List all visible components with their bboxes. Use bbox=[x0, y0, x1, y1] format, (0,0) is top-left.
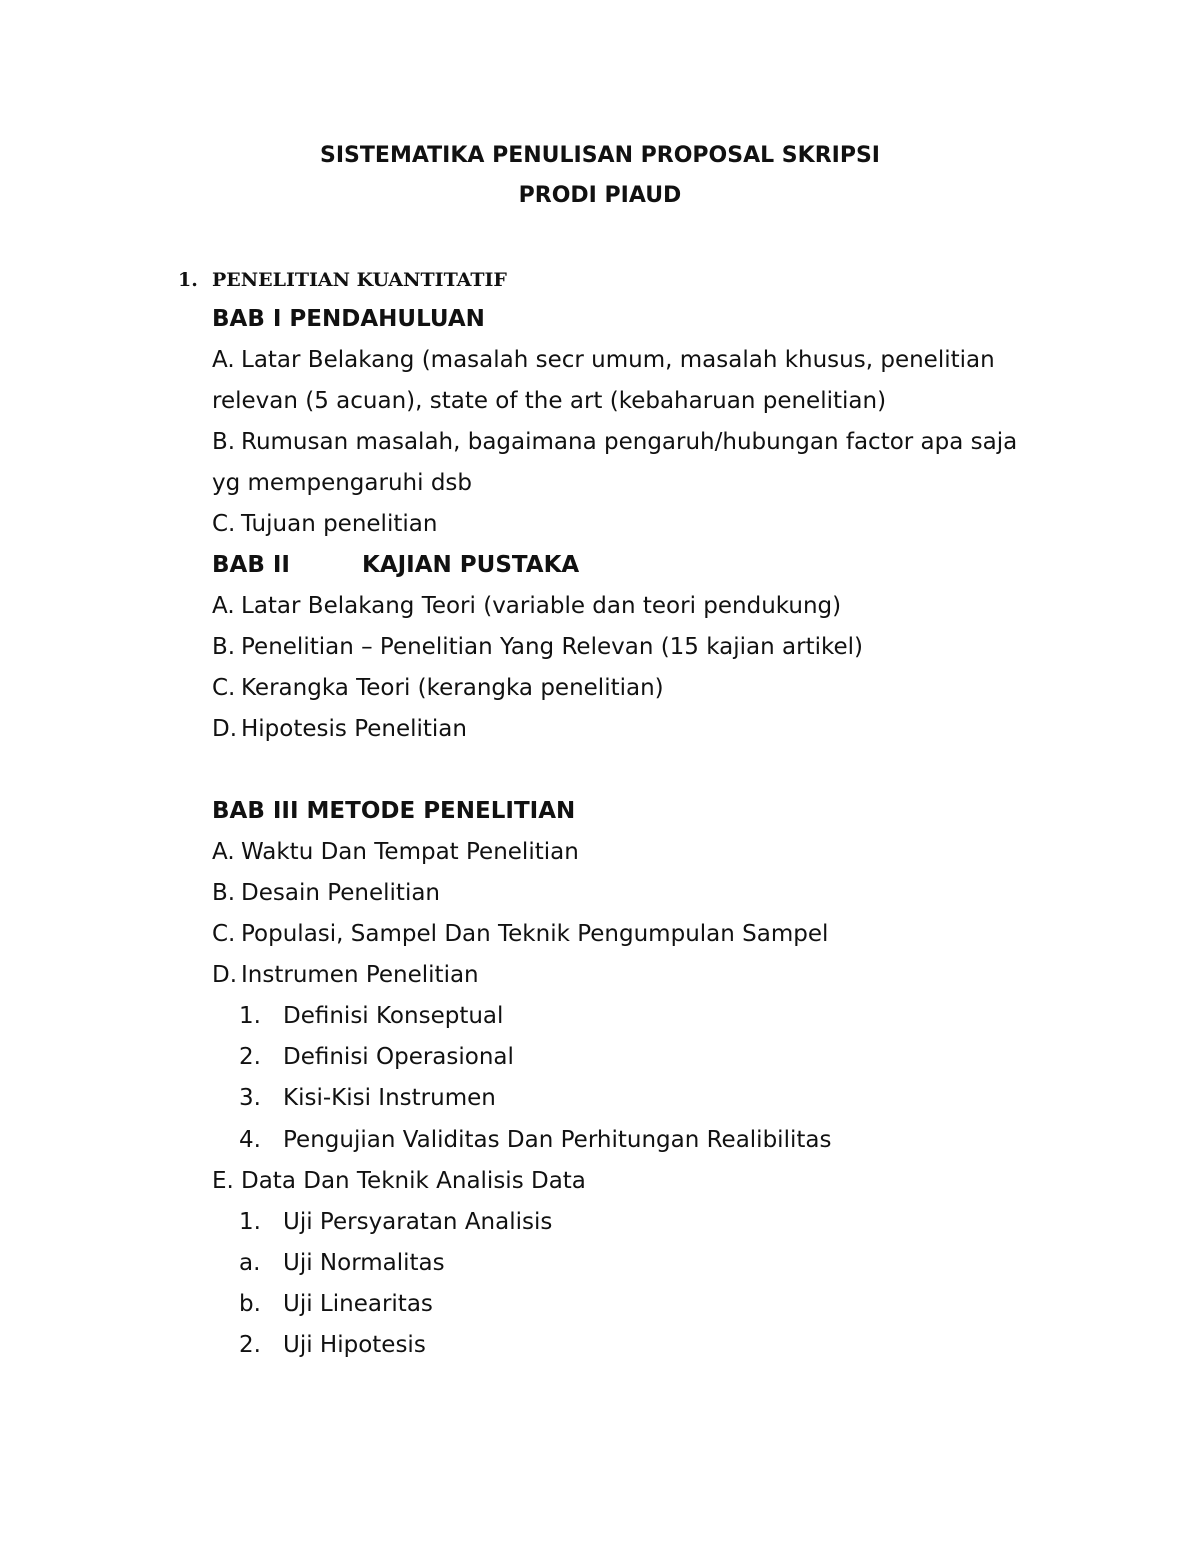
list-label: C. bbox=[212, 511, 236, 537]
section-label: PENELITIAN KUANTITATIF bbox=[212, 269, 507, 291]
list-label: C. bbox=[212, 675, 236, 701]
page-subtitle: PRODI PIAUD bbox=[518, 183, 682, 208]
list-item bbox=[212, 960, 479, 990]
list-item bbox=[212, 509, 437, 539]
sub-list-text: Uji Normalitas bbox=[283, 1250, 445, 1276]
list-text-continuation: relevan (5 acuan), state of the art (kebaharuan penelitian) bbox=[212, 388, 887, 414]
bab3-heading: BAB III METODE PENELITIAN bbox=[212, 798, 576, 824]
list-label: D. bbox=[212, 716, 238, 742]
list-item bbox=[212, 591, 841, 621]
sub-list-label: 1. bbox=[239, 1209, 261, 1235]
list-text: Desain Penelitian bbox=[241, 880, 441, 906]
list-item bbox=[212, 673, 664, 703]
section-number: 1. bbox=[178, 269, 198, 291]
sub-list-label: a. bbox=[239, 1250, 261, 1276]
list-label: C. bbox=[212, 921, 236, 947]
sub-list-item bbox=[239, 1125, 831, 1155]
list-text: Latar Belakang (masalah secr umum, masalah khusus, penelitian bbox=[241, 347, 995, 373]
list-item bbox=[212, 427, 1017, 457]
sub-list-item bbox=[239, 1207, 552, 1237]
list-label: A. bbox=[212, 347, 235, 373]
list-text: Kerangka Teori (kerangka penelitian) bbox=[241, 675, 664, 701]
list-label: B. bbox=[212, 634, 236, 660]
list-text: Tujuan penelitian bbox=[241, 511, 438, 537]
list-label: D. bbox=[212, 962, 238, 988]
sub-list-item bbox=[239, 1001, 503, 1031]
sub-list-text: Definisi Operasional bbox=[283, 1044, 514, 1070]
list-item bbox=[212, 837, 579, 867]
list-text: Instrumen Penelitian bbox=[241, 962, 479, 988]
list-item bbox=[212, 632, 863, 662]
page-title: SISTEMATIKA PENULISAN PROPOSAL SKRIPSI bbox=[320, 143, 880, 168]
sub-list-text: Kisi-Kisi Instrumen bbox=[283, 1085, 496, 1111]
sub-list-text: Uji Persyaratan Analisis bbox=[283, 1209, 553, 1235]
list-label: B. bbox=[212, 429, 236, 455]
list-label: A. bbox=[212, 839, 235, 865]
sub-list-text: Uji Linearitas bbox=[283, 1291, 433, 1317]
sub-list-label: 3. bbox=[239, 1085, 261, 1111]
sub-list-label: b. bbox=[239, 1291, 261, 1317]
list-item bbox=[212, 878, 440, 908]
list-label: B. bbox=[212, 880, 236, 906]
list-text: Waktu Dan Tempat Penelitian bbox=[241, 839, 579, 865]
sub-list-item bbox=[239, 1042, 514, 1072]
list-text: Hipotesis Penelitian bbox=[241, 716, 467, 742]
sub-list-label: 1. bbox=[239, 1003, 261, 1029]
bab2-heading-right: KAJIAN PUSTAKA bbox=[362, 552, 580, 578]
sub-list-item bbox=[239, 1289, 433, 1319]
list-text-continuation: yg mempengaruhi dsb bbox=[212, 470, 472, 496]
list-label: A. bbox=[212, 593, 235, 619]
bab2-heading-left: BAB II bbox=[212, 552, 290, 578]
list-text: Data Dan Teknik Analisis Data bbox=[241, 1168, 586, 1194]
list-item bbox=[212, 345, 995, 375]
list-label: E. bbox=[212, 1168, 234, 1194]
sub-list-item bbox=[239, 1248, 445, 1278]
list-text: Penelitian – Penelitian Yang Relevan (15 kajian artikel) bbox=[241, 634, 863, 660]
sub-list-label: 2. bbox=[239, 1044, 261, 1070]
list-item bbox=[212, 714, 467, 744]
sub-list-item bbox=[239, 1083, 496, 1113]
sub-list-label: 2. bbox=[239, 1332, 261, 1358]
list-text: Latar Belakang Teori (variable dan teori pendukung) bbox=[241, 593, 842, 619]
list-item bbox=[212, 1166, 586, 1196]
list-text: Rumusan masalah, bagaimana pengaruh/hubungan factor apa saja bbox=[241, 429, 1018, 455]
sub-list-label: 4. bbox=[239, 1127, 261, 1153]
sub-list-text: Uji Hipotesis bbox=[283, 1332, 426, 1358]
sub-list-text: Definisi Konseptual bbox=[283, 1003, 504, 1029]
list-item bbox=[212, 919, 828, 949]
sub-list-item bbox=[239, 1330, 426, 1360]
sub-list-text: Pengujian Validitas Dan Perhitungan Realibilitas bbox=[283, 1127, 832, 1153]
list-text: Populasi, Sampel Dan Teknik Pengumpulan Sampel bbox=[241, 921, 829, 947]
bab1-heading: BAB I PENDAHULUAN bbox=[212, 306, 485, 332]
